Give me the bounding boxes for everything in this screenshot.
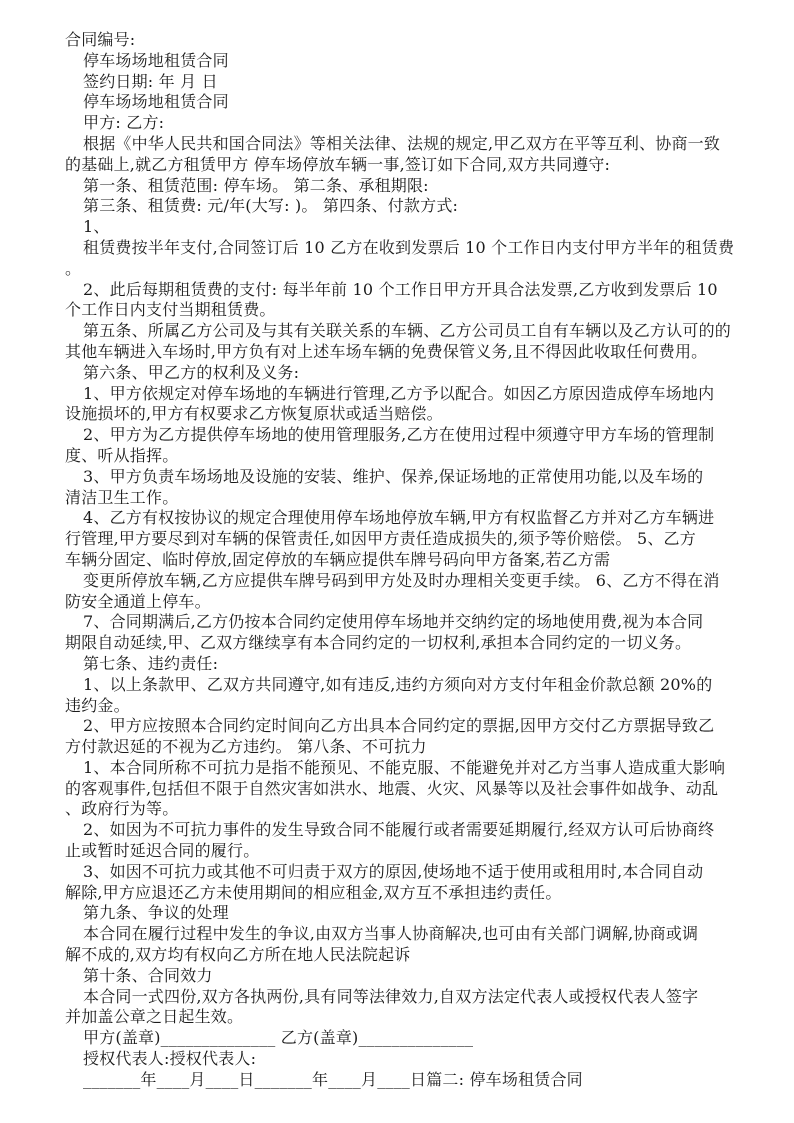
document-line: 第五条、所属乙方公司及与其有关联关系的车辆、乙方公司员工自有车辆以及乙方认可的的 (83, 321, 732, 341)
document-line: 度、听从指挥。 (65, 445, 179, 465)
document-line: 解不成的,双方均有权向乙方所在地人民法院起诉 (65, 945, 411, 965)
document-line: 根据《中华人民共和国合同法》等相关法律、法规的规定,甲乙双方在平等互利、协商一致 (83, 133, 721, 153)
document-line: 第九条、争议的处理 (83, 903, 229, 923)
document-line: 车辆分固定、临时停放,固定停放的车辆应提供车牌号码向甲方备案,若乙方需 (65, 549, 611, 569)
document-line: 1、本合同所称不可抗力是指不能预见、不能克服、不能避免并对乙方当事人造成重大影响 (83, 757, 726, 777)
document-line: 的客观事件,包括但不限于自然灾害如洪水、地震、火灾、风暴等以及社会事件如战争、动乱 (65, 778, 719, 798)
document-line: 清洁卫生工作。 (65, 487, 179, 507)
document-line: 4、乙方有权按协议的规定合理使用停车场地停放车辆,甲方有权监督乙方并对乙方车辆进 (83, 508, 715, 528)
document-line: 第十条、合同效力 (83, 965, 213, 985)
document-line: 2、甲方为乙方提供停车场地的使用管理服务,乙方在使用过程中须遵守甲方车场的管理制 (83, 425, 715, 445)
document-line: 本合同在履行过程中发生的争议,由双方当事人协商解决,也可由有关部门调解,协商或调 (83, 924, 699, 944)
document-line: 停车场场地租赁合同 (83, 92, 229, 112)
document-line: 租赁费按半年支付,合同签订后 10 乙方在收到发票后 10 个工作日内支付甲方半年的租赁费 (83, 237, 735, 257)
document-line: 防安全通道上停车。 (65, 591, 211, 611)
document-line: 个工作日内支付当期租赁费。 (65, 300, 276, 320)
document-line: 变更所停放车辆,乙方应提供车牌号码到甲方处及时办理相关变更手续。 6、乙方不得在消 (83, 570, 720, 590)
document-line: 3、甲方负责车场场地及设施的安装、维护、保养,保证场地的正常使用功能,以及车场的 (83, 466, 704, 486)
document-line: 授权代表人:授权代表人: (83, 1049, 257, 1069)
document-line: 7、合同期满后,乙方仍按本合同约定使用停车场地并交纳约定的场地使用费,视为本合同 (83, 612, 704, 632)
document-line: 1、以上条款甲、乙双方共同遵守,如有违反,违约方须向对方支付年租金价款总额 20%的 (83, 674, 713, 694)
document-line: 解除,甲方应退还乙方未使用期间的相应租金,双方互不承担违约责任。 (65, 882, 562, 902)
document-line: 止或暂时延迟合同的履行。 (65, 841, 260, 861)
document-line: 签约日期: 年 月 日 (83, 71, 218, 91)
document-line: 、政府行为等。 (65, 799, 179, 819)
document-body (65, 30, 734, 1091)
document-line: 设施损坏的,甲方有权要求乙方恢复原状或适当赔偿。 (65, 404, 443, 424)
document-line: 其他车辆进入车场时,甲方负有对上述车场车辆的免费保管义务,且不得因此收取任何费用。 (65, 341, 708, 361)
document-line: 违约金。 (65, 695, 130, 715)
document-line: _______年____月____日_______年____月____日篇二: 停车场租赁合同 (83, 1069, 583, 1089)
document-line: 1、 (83, 217, 110, 237)
document-line: 行管理,甲方要尽到对车辆的保管责任,如因甲方责任造成损失的,须予等价赔偿。 5、乙方 (65, 529, 696, 549)
document-line: 甲方(盖章)______________ 乙方(盖章)______________ (83, 1028, 474, 1048)
document-line: 第七条、违约责任: (83, 653, 219, 673)
document-line: 1、甲方依规定对停车场地的车辆进行管理,乙方予以配合。如因乙方原因造成停车场地内 (83, 383, 715, 403)
document-line: 的基础上,就乙方租赁甲方 停车场停放车辆一事,签订如下合同,双方共同遵守: (65, 154, 611, 174)
document-line: 第三条、租赁费: 元/年(大写: )。 第四条、付款方式: (83, 196, 459, 216)
document-line: 第六条、甲乙方的权利及义务: (83, 362, 300, 382)
document-line: 第一条、租赁范围: 停车场。 第二条、承租期限: (83, 175, 429, 195)
document-line: 并加盖公章之日起生效。 (65, 1007, 244, 1027)
document-line: 甲方: 乙方: (83, 113, 165, 133)
document-line: 3、如因不可抗力或其他不可归责于双方的原因,使场地不适于使用或租用时,本合同自动 (83, 861, 704, 881)
document-line: 。 (65, 258, 82, 278)
document-line: 停车场场地租赁合同 (83, 50, 229, 70)
document-line: 本合同一式四份,双方各执两份,具有同等法律效力,自双方法定代表人或授权代表人签字 (83, 986, 699, 1006)
document-line: 合同编号: (65, 30, 136, 49)
document-line: 期限自动延续,甲、乙双方继续享有本合同约定的一切权利,承担本合同约定的一切义务。 (65, 633, 692, 653)
document-line: 2、如因为不可抗力事件的发生导致合同不能履行或者需要延期履行,经双方认可后协商终 (83, 820, 715, 840)
document-line: 2、此后每期租赁费的支付: 每半年前 10 个工作日甲方开具合法发票,乙方收到发票后 10 (83, 279, 718, 299)
document-line: 方付款迟延的不视为乙方违约。 第八条、不可抗力 (65, 737, 427, 757)
document-line: 2、甲方应按照本合同约定时间向乙方出具本合同约定的票据,因甲方交付乙方票据导致乙 (83, 716, 715, 736)
